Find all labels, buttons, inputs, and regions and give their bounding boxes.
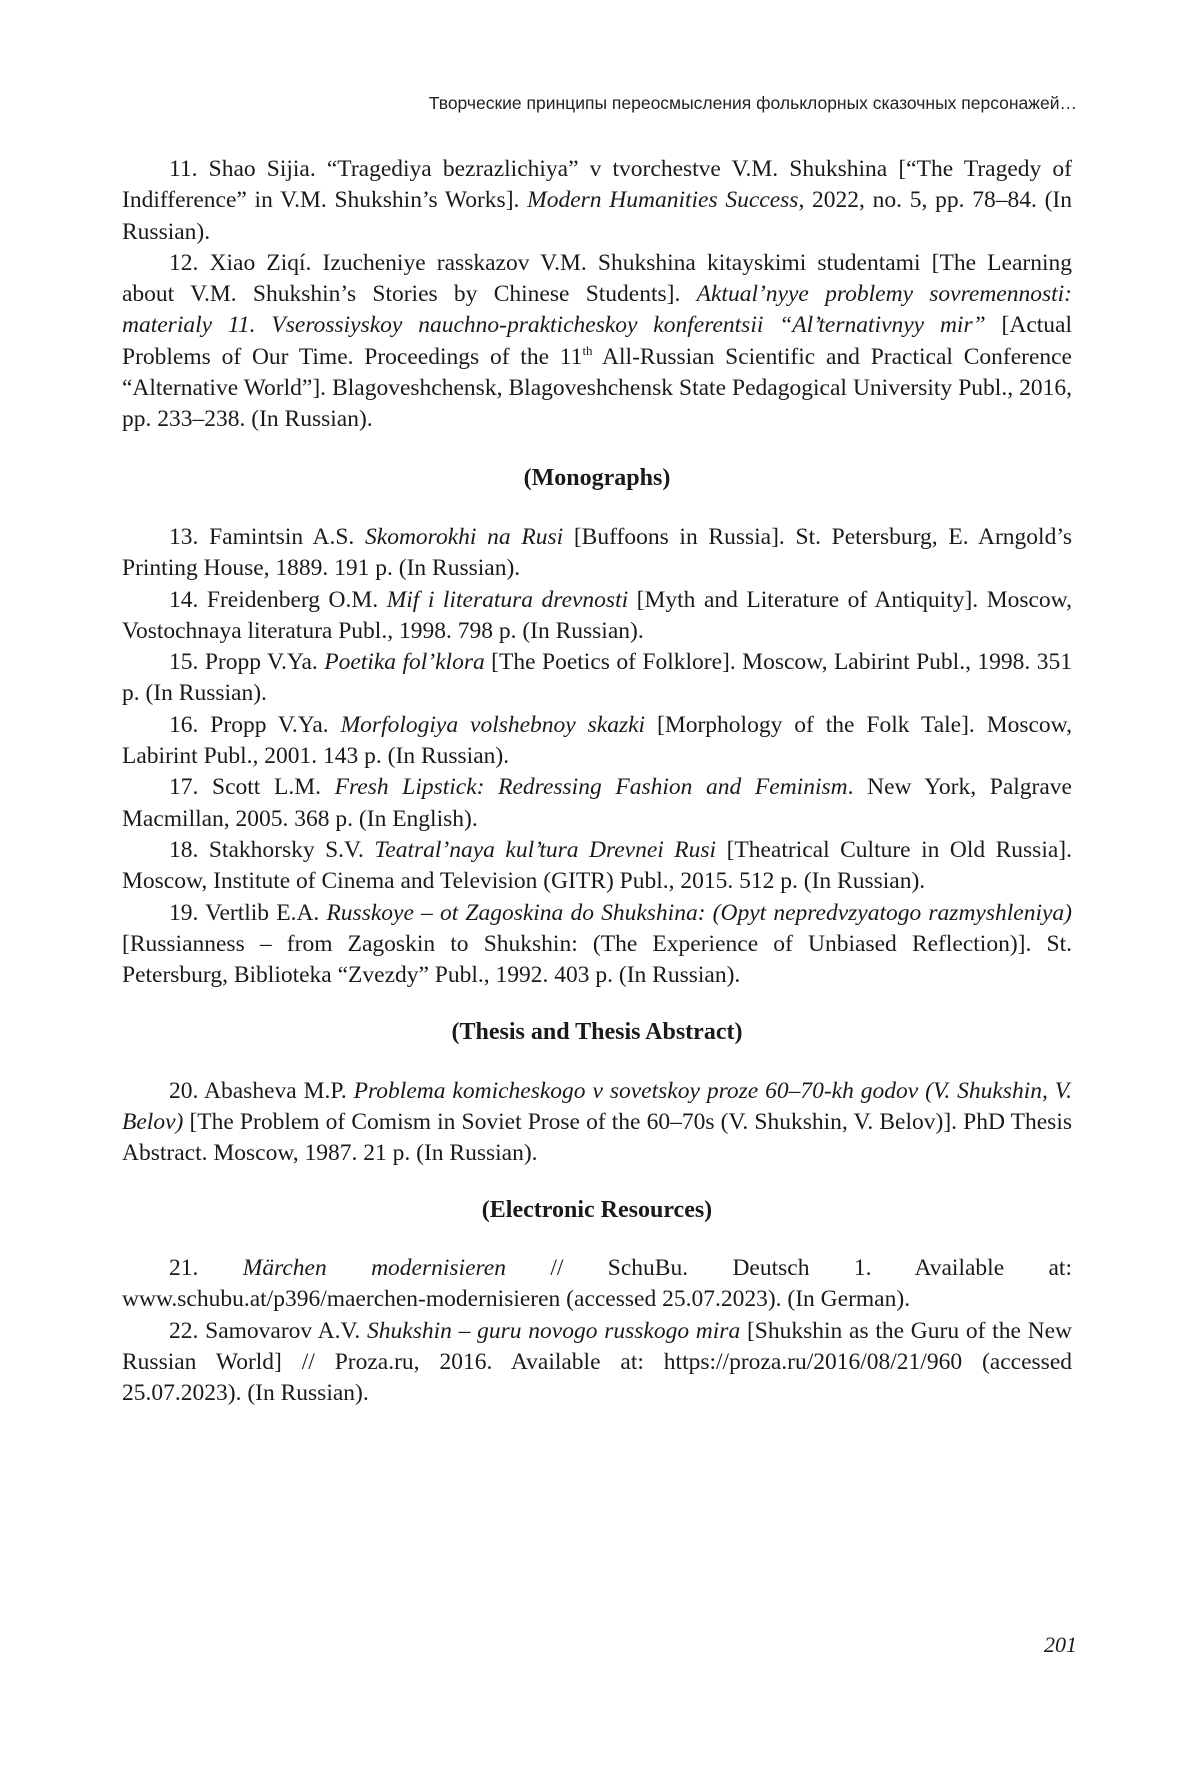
reference-22: 22. Samovarov A.V. Shukshin – guru novogo russkogo mira [Shukshin as the Guru of the New Russian World] // Proza.ru, 2016. Available at: https://proza.ru/2016/08/21/960 (accessed 25.07.2023). (In Russian). xyxy=(122,1317,1073,1407)
reference-21: 21. Märchen modernisieren // SchuBu. Deutsch 1. Available at: www.schubu.at/p396/maerchen-modernisieren (accessed 25.07.2023). (In German). xyxy=(122,1254,1072,1313)
reference-16: 16. Propp V.Ya. Morfologiya volshebnoy skazki [Morphology of the Folk Tale]. Moscow, Labirint Publ., 2001. 143 p. (In Russian). xyxy=(122,711,1072,770)
reference-17: 17. Scott L.M. Fresh Lipstick: Redressing Fashion and Feminism. New York, Palgrave Macmillan, 2005. 368 p. (In English). xyxy=(122,774,1072,832)
section-heading-monographs: (Monographs) xyxy=(523,464,671,491)
reference-18: 18. Stakhorsky S.V. Teatral’naya kul’tura Drevnei Rusi [Theatrical Culture in Old Russia]. Moscow, Institute of Cinema and Television (GITR) Publ., 2015. 512 p. (In Russian). xyxy=(122,836,1072,895)
reference-11: 11. Shao Sijia. “Tragediya bezrazlichiya” v tvorchestve V.M. Shukshina [“The Tragedy of Indifference” in V.M. Shukshin’s Works]. Modern Humanities Success, 2022, no. 5, pp. 78–84. (In Russian). xyxy=(122,156,1073,245)
running-header: Творческие принципы переосмысления фольклорных сказочных персонажей… xyxy=(428,93,1077,113)
reference-12: 12. Xiao Ziqí. Izucheniye rasskazov V.M. Shukshina kitayskimi studentami [The Learning about V.M. Shukshin’s Stories by Chinese Students]. Aktual’nyye problemy sovremennosti: materialy 11. Vserossiyskoy nauchno-prakticheskoy konferentsii “Al’ternativnyy mir” [Actual Problems of Our Time. Proceedings of the 11th All-Russian Scientific and Practical Conference “Alternative World”]. Blagoveshchensk, Blagoveshchensk State Pedagogical University Publ., 2016, pp. 233–238. (In Russian). xyxy=(122,249,1073,433)
reference-14: 14. Freidenberg O.M. Mif i literatura drevnosti [Myth and Literature of Antiquity]. Moscow, Vostochnaya literatura Publ., 1998. 798 p. (In Russian). xyxy=(122,586,1072,644)
reference-20: 20. Abasheva M.P. Problema komicheskogo v sovetskoy proze 60–70-kh godov (V. Shukshin, V. Belov) [The Problem of Comism in Soviet Prose of the 60–70s (V. Shukshin, V. Belov)]. PhD Thesis Abstract. Moscow, 1987. 21 p. (In Russian). xyxy=(122,1077,1072,1167)
reference-13: 13. Famintsin A.S. Skomorokhi na Rusi [Buffoons in Russia]. St. Petersburg, E. Arngold’s Printing House, 1889. 191 p. (In Russian). xyxy=(122,523,1073,582)
references-list xyxy=(122,154,1072,1409)
page-number: 201 xyxy=(1044,1632,1077,1657)
reference-15: 15. Propp V.Ya. Poetika fol’klora [The Poetics of Folklore]. Moscow, Labirint Publ., 1998. 351 p. (In Russian). xyxy=(122,649,1073,707)
reference-19: 19. Vertlib E.A. Russkoye – ot Zagoskina do Shukshina: (Opyt nepredvzyatogo razmyshleniya) [Russianness – from Zagoskin to Shukshin: (The Experience of Unbiased Reflection)]. St. Petersburg, Biblioteka “Zvezdy” Publ., 1992. 403 p. (In Russian). xyxy=(122,899,1072,989)
section-heading-thesis: (Thesis and Thesis Abstract) xyxy=(451,1019,743,1046)
section-heading-electronic: (Electronic Resources) xyxy=(481,1196,713,1223)
